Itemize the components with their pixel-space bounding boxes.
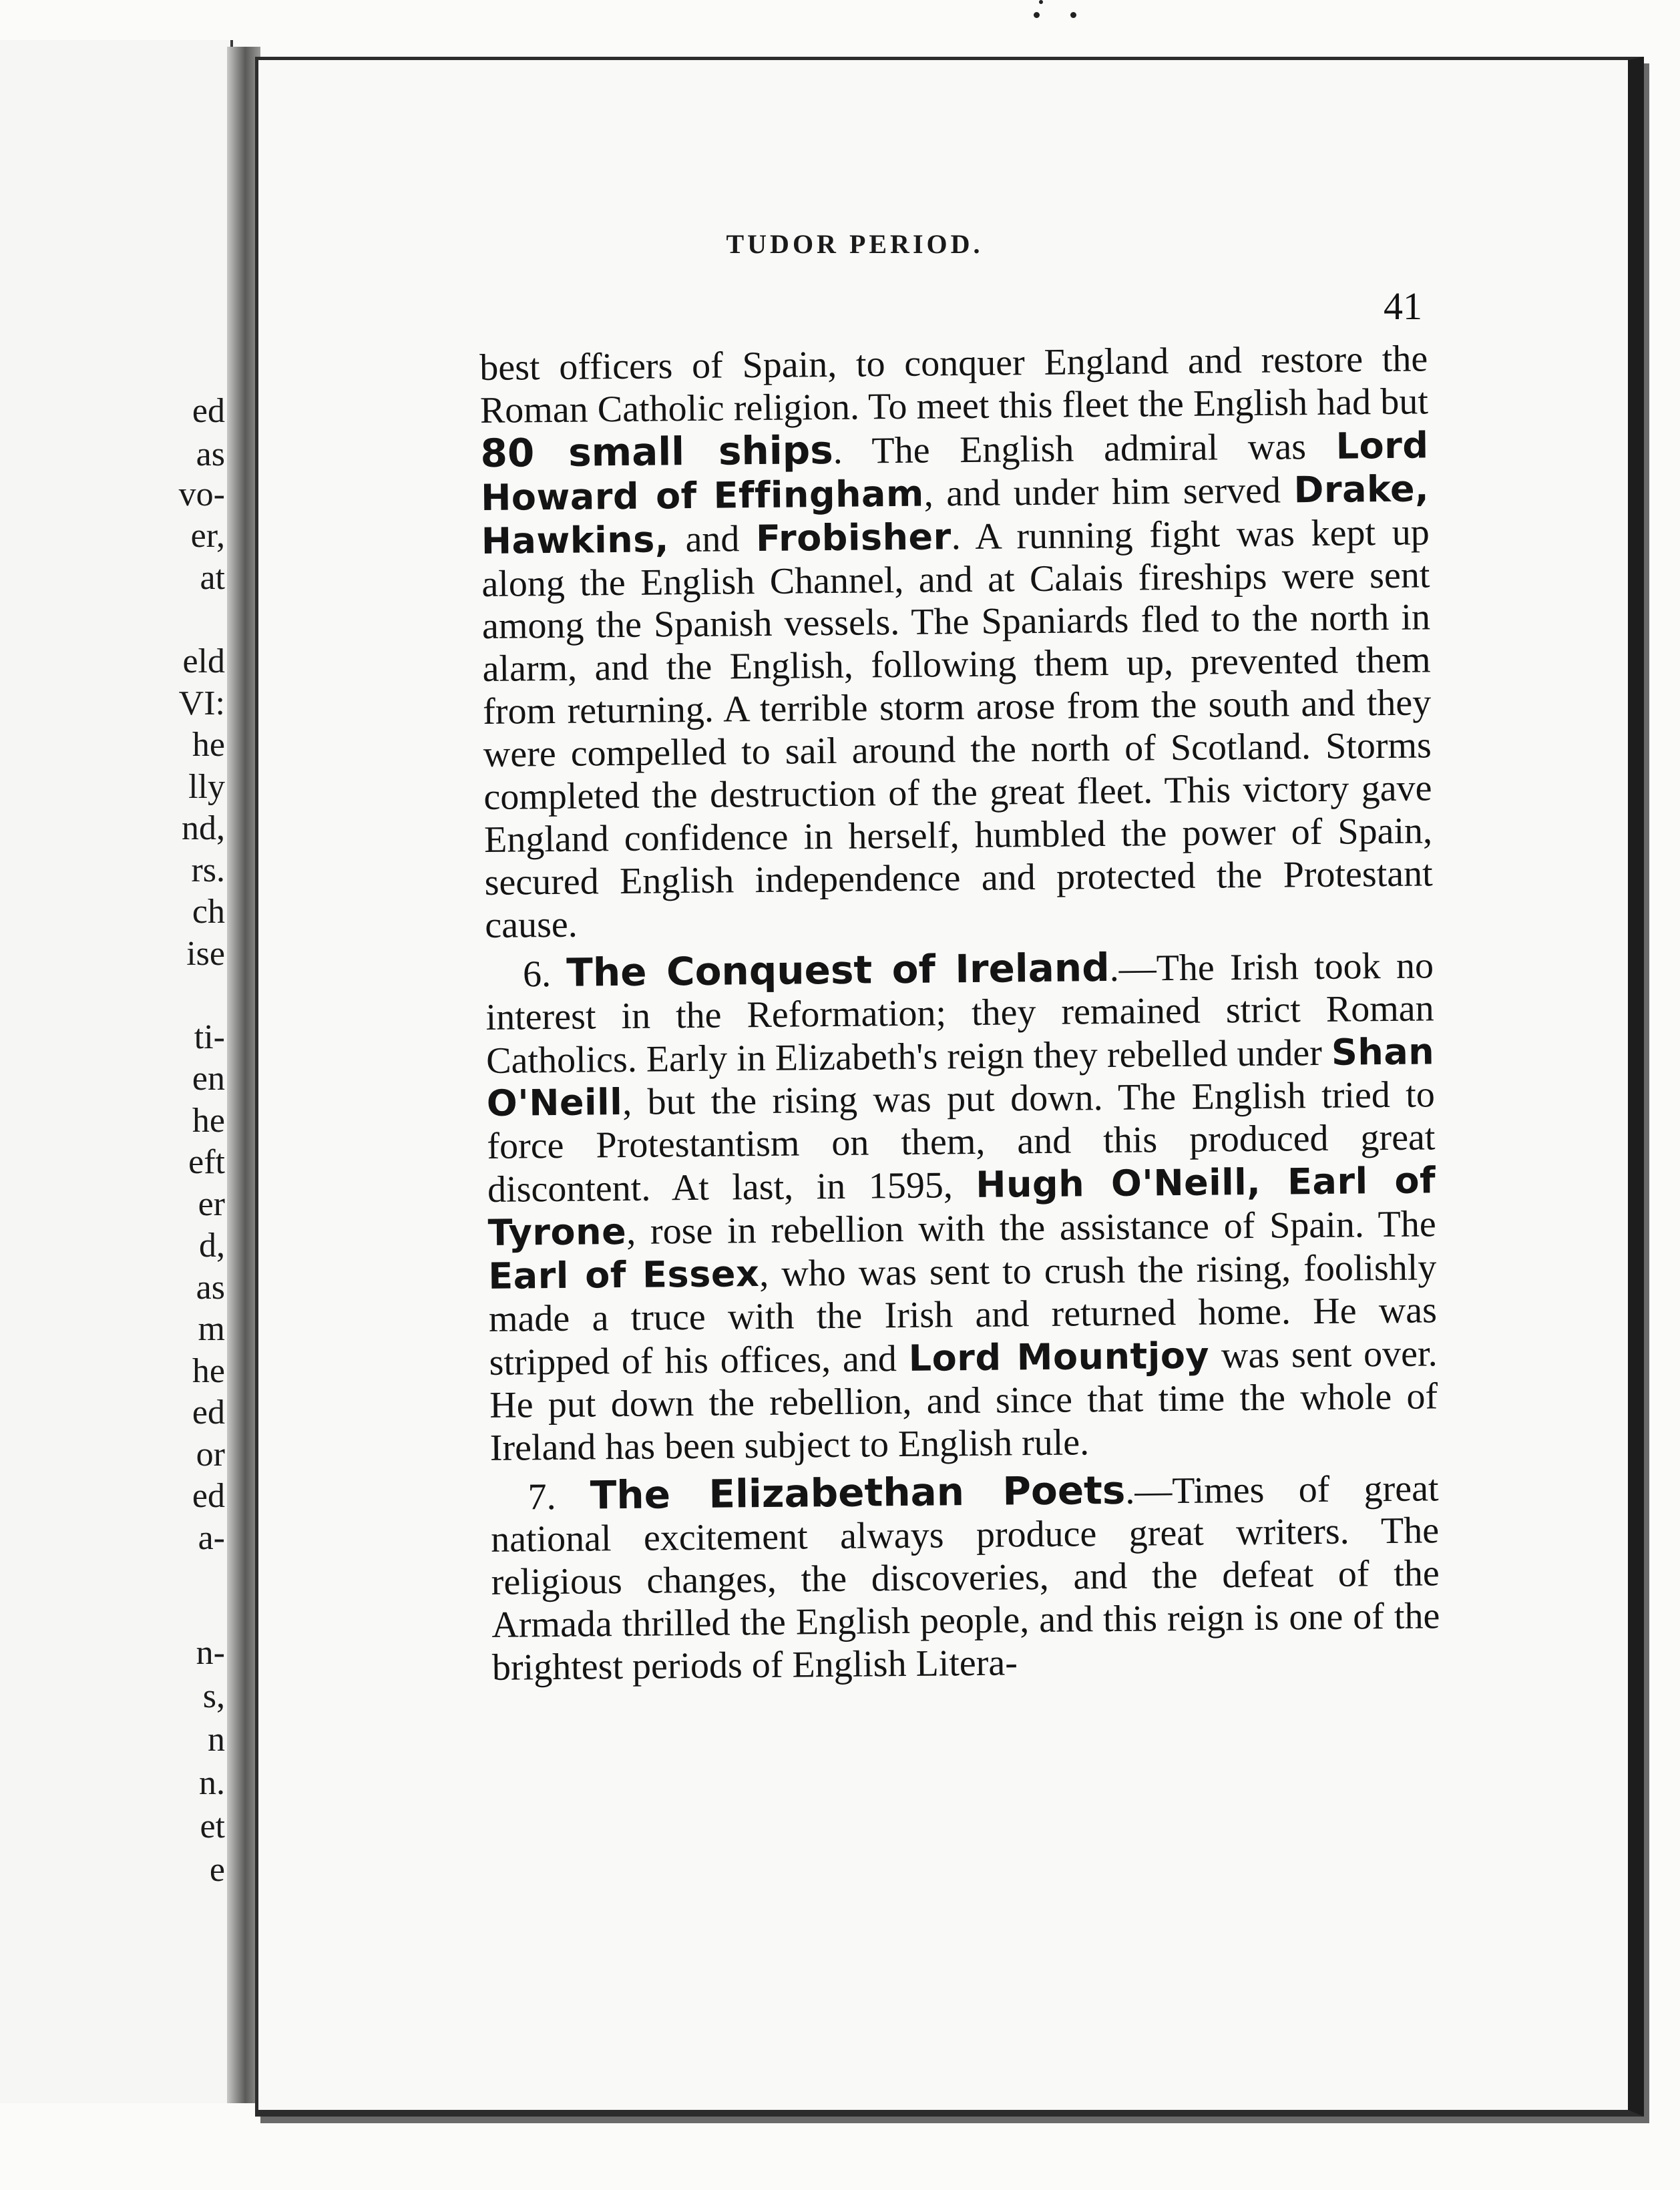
- scan-speck: [1039, 0, 1043, 4]
- bold-term: Drake, Hawkins,: [481, 467, 1430, 562]
- previous-page-fragment: ed: [192, 1393, 225, 1432]
- section-elizabethan-poets: [490, 1466, 1440, 1690]
- previous-page-fragment: eft: [188, 1143, 225, 1181]
- scan-speck: [1034, 12, 1040, 18]
- previous-page-fragment: n.: [199, 1764, 225, 1802]
- body-text-run: , who was sent to crush the rising, foolishly made a truce with the Irish and returned home. He was stripped of his offices, and: [488, 1247, 1438, 1383]
- previous-page-fragment: lly: [188, 768, 225, 806]
- body-text-run: best officers of Spain, to conquer England and restore the Roman Catholic religion. To meet this fleet the English had but: [479, 338, 1429, 431]
- page-number: 41: [1384, 284, 1422, 328]
- previous-page-fragment: ch: [192, 893, 225, 931]
- previous-page-fragment: d,: [199, 1227, 225, 1265]
- previous-page-fragment: VI:: [178, 684, 225, 722]
- paragraph-armada: [479, 338, 1434, 947]
- previous-page-fragment: as: [196, 1269, 225, 1307]
- previous-page-fragment: as: [196, 435, 225, 473]
- body-text-run: , rose in rebellion with the assistance of Spain. The: [626, 1203, 1436, 1253]
- section-heading: The Conquest of Ireland: [566, 944, 1110, 996]
- previous-page-fragment: ti-: [194, 1018, 225, 1056]
- bold-term: Lord Howard of Effingham: [480, 424, 1429, 519]
- previous-page-fragment: e: [209, 1851, 225, 1889]
- previous-page-fragment: en: [192, 1060, 225, 1098]
- previous-page-fragment: eld: [182, 642, 225, 680]
- previous-page-fragment: n-: [196, 1634, 225, 1672]
- body-text-run: . A running fight was kept up along the English Channel, and at Calais fireships were sent among the Spanish vessels. The Spaniards fled to the north in alarm, and the English, following them up, prevented them from returning. A terrible storm arose from the south and they were compelled to sail around the north of Scotland. Storms completed the destruction of the great fleet. This victory gave England confidence in herself, humbled the power of Spain, secured English independence and protected the Protestant cause.: [481, 511, 1433, 946]
- body-text-run: , and under him served: [923, 469, 1294, 515]
- section-number: 6.: [522, 953, 552, 996]
- previous-page-fragment: a-: [198, 1519, 225, 1557]
- body-text-run: .—Times of great national excitement always produce great writers. The religious changes, the discoveries, and the defeat of the Armada thrilled the English people, and this reign is one of the brightest periods of English Litera-: [490, 1467, 1440, 1689]
- previous-page-fragment: nd,: [182, 809, 225, 847]
- body-text-run: . The English admiral was: [833, 425, 1336, 472]
- running-head: TUDOR PERIOD.: [726, 229, 984, 259]
- bold-term: Earl of Essex: [488, 1253, 760, 1297]
- previous-page-fragment: s,: [202, 1677, 225, 1715]
- previous-page-fragment: et: [200, 1807, 225, 1845]
- bold-term: Hugh O'Neill, Earl of Tyrone: [487, 1159, 1436, 1255]
- scan-speck: [1070, 12, 1076, 18]
- previous-page-fragment: n: [208, 1721, 225, 1759]
- body-text: [479, 338, 1440, 1690]
- body-text-run: was sent over. He put down the rebellion, and since that time the whole of Ireland has been subject to English rule.: [489, 1333, 1438, 1469]
- previous-page-fragment: m: [198, 1310, 225, 1348]
- previous-page: [0, 40, 233, 2103]
- body-text-run: .—The Irish took no interest in the Reformation; they remained strict Roman Catholics. Early in Elizabeth's reign they rebelled under: [485, 945, 1434, 1082]
- bold-term: Shan O'Neill: [486, 1030, 1435, 1125]
- bold-term: Frobisher: [755, 515, 952, 560]
- section-heading: The Elizabethan Poets: [590, 1467, 1126, 1518]
- previous-page-fragment: ed: [192, 392, 225, 430]
- previous-page-fragment: er,: [190, 517, 225, 555]
- previous-page-fragment: ise: [186, 935, 225, 973]
- bold-term: Lord Mountjoy: [908, 1334, 1210, 1379]
- body-text-run: and: [668, 517, 757, 560]
- body-text-run: , but the rising was put down. The English tried to force Protestantism on them, and this produced great discontent. At last, in 1595,: [487, 1074, 1436, 1211]
- previous-page-fragment: he: [192, 726, 225, 764]
- previous-page-fragment: er: [198, 1185, 225, 1223]
- section-number: 7.: [528, 1476, 556, 1518]
- previous-page-fragment: he: [192, 1352, 225, 1390]
- section-conquest-of-ireland: [485, 943, 1438, 1470]
- previous-page-fragment: ed: [192, 1477, 225, 1515]
- bold-term: 80 small ships: [480, 427, 834, 476]
- previous-page-fragment: or: [196, 1436, 225, 1474]
- previous-page-fragment: he: [192, 1102, 225, 1140]
- previous-page-fragment: rs.: [191, 851, 225, 889]
- previous-page-fragment: vo-: [178, 475, 225, 513]
- previous-page-fragment: at: [200, 559, 225, 597]
